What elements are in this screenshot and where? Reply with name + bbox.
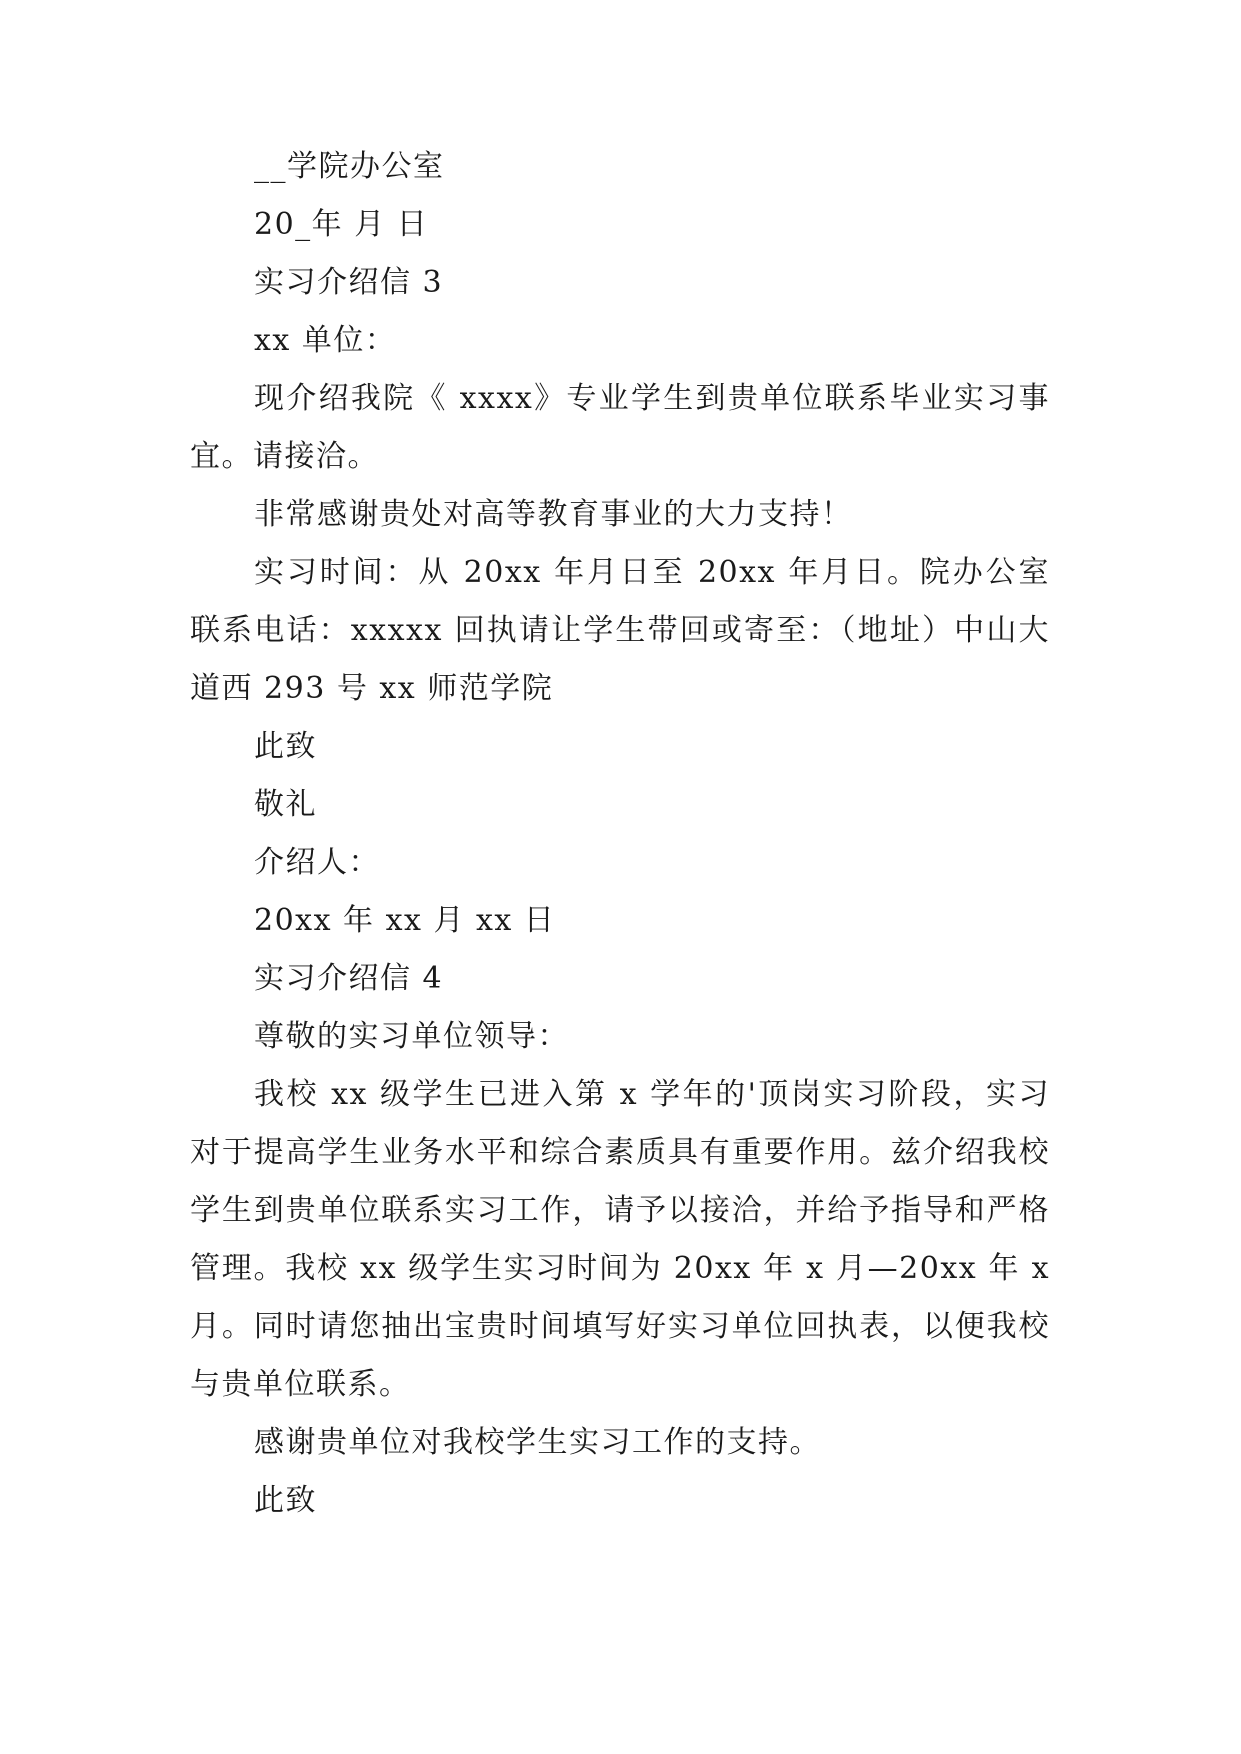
letter-3-closing-2: 敬礼 — [254, 787, 317, 822]
date-blank: 20_年 月 日 — [254, 207, 429, 242]
letter-4-salutation: 尊敬的实习单位领导： — [254, 1019, 569, 1054]
document-body — [190, 138, 1050, 1530]
letter-3-salutation: xx 单位： — [254, 323, 397, 358]
letter-3-closing-1: 此致 — [254, 729, 317, 764]
office-signature: __学院办公室 — [254, 149, 445, 184]
letter-3-paragraph-1: 现介绍我院《 xxxx》专业学生到贵单位联系毕业实习事宜。请接洽。 — [190, 381, 1050, 474]
letter-4-paragraph-2: 感谢贵单位对我校学生实习工作的支持。 — [254, 1425, 821, 1460]
letter-3-date: 20xx 年 xx 月 xx 日 — [254, 903, 556, 938]
letter-3-paragraph-3: 实习时间：从 20xx 年月日至 20xx 年月日。院办公室联系电话：xxxxx 回执请让学生带回或寄至：（地址）中山大道西 293 号 xx 师范学院 — [190, 555, 1050, 706]
letter-3-introducer: 介绍人： — [254, 845, 380, 880]
letter-4-closing-1: 此致 — [254, 1483, 317, 1518]
letter-3-title: 实习介绍信 3 — [254, 265, 444, 300]
letter-4-title: 实习介绍信 4 — [254, 961, 444, 996]
letter-4-paragraph-1: 我校 xx 级学生已进入第 x 学年的'顶岗实习阶段，实习对于提高学生业务水平和综合素质具有重要作用。兹介绍我校学生到贵单位联系实习工作，请予以接洽，并给予指导和严格管理。我校 xx 级学生实习时间为 20xx 年 x 月—20xx 年 x 月。同时请您抽出宝贵时间填写好实习单位回执表，以便我校与贵单位联系。 — [190, 1077, 1050, 1402]
letter-3-paragraph-2: 非常感谢贵处对高等教育事业的大力支持！ — [254, 497, 853, 532]
